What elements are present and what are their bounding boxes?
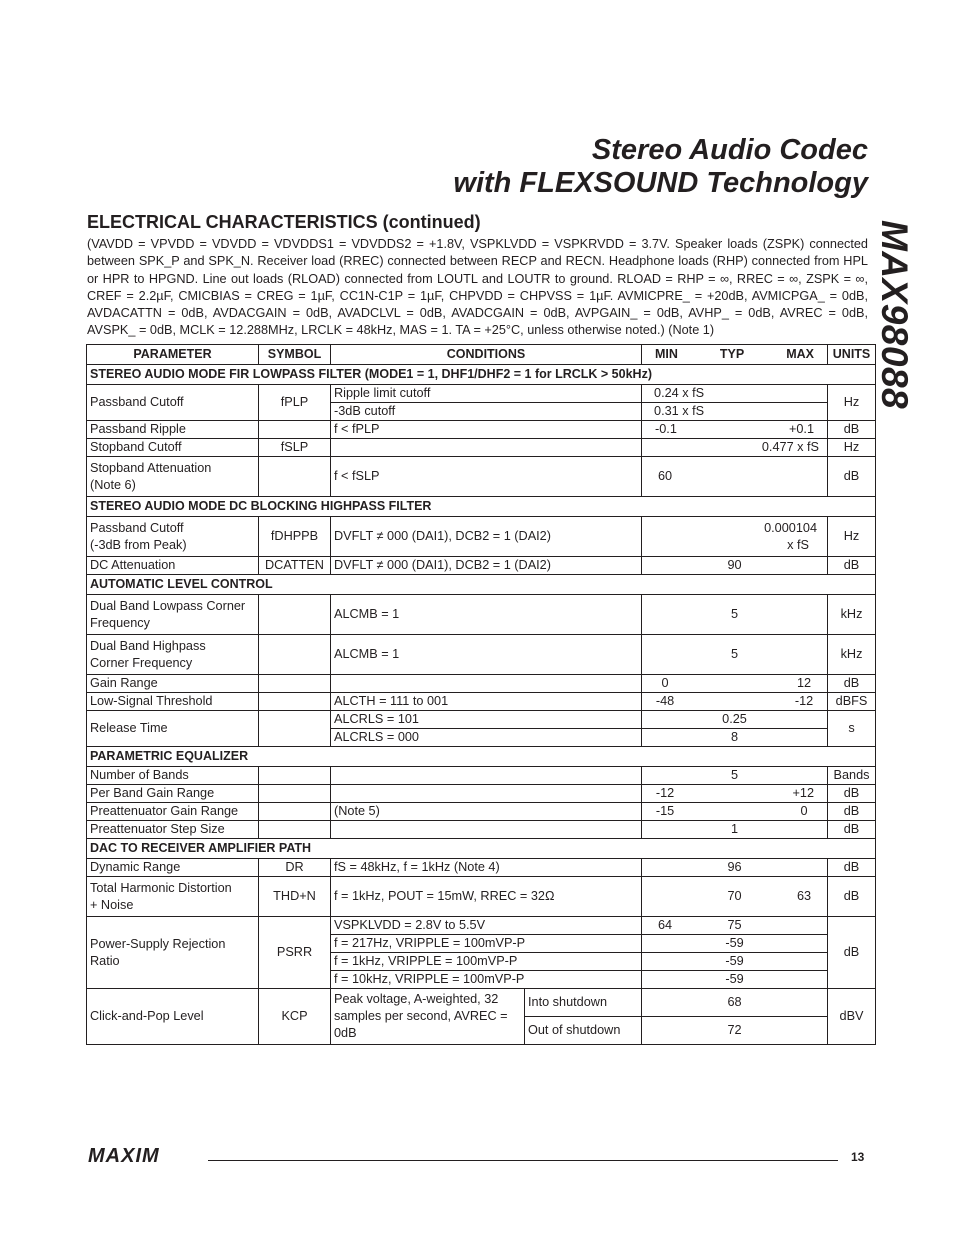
document-title bbox=[453, 134, 868, 200]
table-row: DC Attenuation DCATTEN DVFLT ≠ 000 (DAI1), DCB2 = 1 (DAI2) 90 dB bbox=[87, 557, 876, 575]
table-row: Passband Cutoff (-3dB from Peak) fDHPPB DVFLT ≠ 000 (DAI1), DCB2 = 1 (DAI2) 0.000104 x fS Hz bbox=[87, 517, 876, 557]
table-row: Stopband Cutoff fSLP 0.477 x fS Hz bbox=[87, 439, 876, 457]
section-row: DAC TO RECEIVER AMPLIFIER PATH bbox=[87, 839, 876, 859]
table-row: Preattenuator Gain Range (Note 5) -15 0 dB bbox=[87, 803, 876, 821]
maxim-logo-text: MAXIM bbox=[88, 1146, 160, 1164]
section-row: STEREO AUDIO MODE DC BLOCKING HIGHPASS FILTER bbox=[87, 497, 876, 517]
conditions-note: (VAVDD = VPVDD = VDVDD = VDVDDS1 = VDVDDS2 = +1.8V, VSPKLVDD = VSPKRVDD = 3.7V. Speaker loads (ZSPK) connected between SPK_P and SPK_N. Receiver load (RREC) connected between RECP and RECN. Headphone loads (RHP) connected from HPL or HPR to HPGND. Line out loads (RLOAD) connected from LOUTL and LOUTR to ground. RLOAD = RHP = ∞, RREC = ∞, ZSPK = ∞, CREF = 2.2µF, CMICBIAS = CREG = 1µF, CC1N-C1P = 1µF, CHPVDD = CHPVSS = 1µF. AVMICPRE_ = +20dB, AVMICPGA_ = 0dB, AVDACATTN = 0dB, AVDACGAIN = 0dB, AVADCLVL = 0dB, AVADCGAIN = 0dB, AVPGAIN_ = 0dB, AVHP_ = 0dB, AVREC = 0dB, AVSPK_ = 0dB, MCLK = 12.288MHz, LRCLK = 48kHz, MAS = 1. TA = +25°C, unless otherwise noted.) (Note 1) bbox=[87, 237, 868, 338]
title-line-1: Stereo Audio Codec bbox=[591, 134, 868, 166]
section-heading: ELECTRICAL CHARACTERISTICS (continued) bbox=[87, 212, 481, 232]
electrical-characteristics-table bbox=[86, 344, 876, 1045]
title-line-2: with FLEXSOUND Technology bbox=[453, 167, 868, 199]
section-row: AUTOMATIC LEVEL CONTROL bbox=[87, 575, 876, 595]
table-row: Passband Cutoff fPLP Ripple limit cutoff 0.24 x fS Hz bbox=[87, 385, 876, 403]
footer-rule bbox=[208, 1160, 838, 1161]
side-part-number: MAX98088 bbox=[874, 220, 915, 410]
table-row: Release Time ALCRLS = 101 0.25 s bbox=[87, 711, 876, 729]
table-row: f = 10kHz, VRIPPLE = 100mVP-P -59 bbox=[87, 971, 876, 989]
table-row: Number of Bands 5 Bands bbox=[87, 767, 876, 785]
section-row: STEREO AUDIO MODE FIR LOWPASS FILTER (MODE1 = 1, DHF1/DHF2 = 1 for LRCLK > 50kHz) bbox=[87, 365, 876, 385]
maxim-logo bbox=[88, 1146, 202, 1169]
table-row: Dynamic Range DR fS = 48kHz, f = 1kHz (Note 4) 96 dB bbox=[87, 859, 876, 877]
table-row: f = 1kHz, VRIPPLE = 100mVP-P -59 bbox=[87, 953, 876, 971]
table-row: Power-Supply Rejection Ratio PSRR VSPKLVDD = 2.8V to 5.5V 64 75 dB bbox=[87, 917, 876, 935]
table-row: Dual Band Lowpass Corner Frequency ALCMB = 1 5 kHz bbox=[87, 595, 876, 635]
page-number: 13 bbox=[851, 1150, 865, 1164]
table-row: Click-and-Pop Level KCP Peak voltage, A-weighted, 32 samples per second, AVREC = 0dB Into shutdown 68 dBV bbox=[87, 989, 876, 1017]
table-row: Per Band Gain Range -12 +12 dB bbox=[87, 785, 876, 803]
section-row: PARAMETRIC EQUALIZER bbox=[87, 747, 876, 767]
table-row: Stopband Attenuation (Note 6) f < fSLP 60 dB bbox=[87, 457, 876, 497]
table-row: Total Harmonic Distortion + Noise THD+N f = 1kHz, POUT = 15mW, RREC = 32Ω 70 63 dB bbox=[87, 877, 876, 917]
table-row: Low-Signal Threshold ALCTH = 111 to 001 -48 -12 dBFS bbox=[87, 693, 876, 711]
table-row: -3dB cutoff 0.31 x fS bbox=[87, 403, 876, 421]
table-header-row bbox=[87, 345, 876, 365]
table-row: ALCRLS = 000 8 bbox=[87, 729, 876, 747]
table-row: Gain Range 0 12 dB bbox=[87, 675, 876, 693]
header-parameter: PARAMETER bbox=[87, 345, 259, 365]
table-row: Passband Ripple f < fPLP -0.1 +0.1 dB bbox=[87, 421, 876, 439]
header-symbol: SYMBOL bbox=[259, 345, 331, 365]
header-min-typ-max: MIN TYP MAX bbox=[642, 345, 828, 365]
table-row: Preattenuator Step Size 1 dB bbox=[87, 821, 876, 839]
table-row: Dual Band Highpass Corner Frequency ALCMB = 1 5 kHz bbox=[87, 635, 876, 675]
table-row: f = 217Hz, VRIPPLE = 100mVP-P -59 bbox=[87, 935, 876, 953]
table-row: Out of shutdown 72 bbox=[87, 1017, 876, 1045]
header-conditions: CONDITIONS bbox=[331, 345, 642, 365]
header-units: UNITS bbox=[828, 345, 876, 365]
